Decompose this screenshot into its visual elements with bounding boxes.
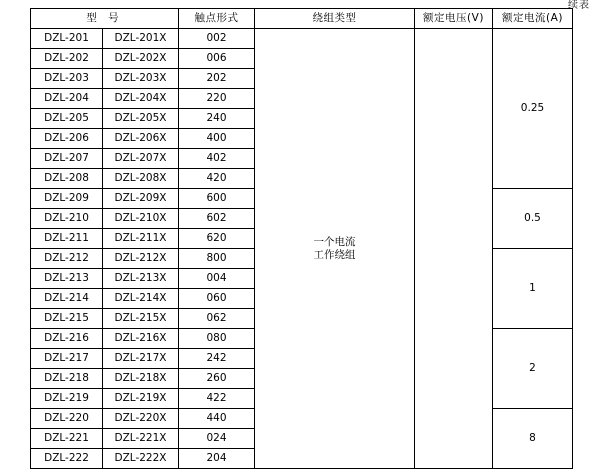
cell-model-b: DZL-222X — [103, 449, 179, 469]
cell-model-b: DZL-207X — [103, 149, 179, 169]
table-body — [31, 29, 573, 469]
cell-model-a: DZL-220 — [31, 409, 103, 429]
cell-model-b: DZL-213X — [103, 269, 179, 289]
cell-model-b: DZL-205X — [103, 109, 179, 129]
column-header-contact: 触点形式 — [179, 9, 255, 29]
cell-contact-form: 004 — [179, 269, 255, 289]
cell-model-a: DZL-210 — [31, 209, 103, 229]
column-header-winding: 绕组类型 — [255, 9, 415, 29]
cell-contact-form: 006 — [179, 49, 255, 69]
cell-model-a: DZL-207 — [31, 149, 103, 169]
cell-model-b: DZL-219X — [103, 389, 179, 409]
cell-contact-form: 440 — [179, 409, 255, 429]
cell-model-a: DZL-205 — [31, 109, 103, 129]
cell-model-a: DZL-212 — [31, 249, 103, 269]
cell-contact-form: 602 — [179, 209, 255, 229]
column-header-current: 额定电流(A) — [493, 9, 573, 29]
cell-rated-current: 2 — [493, 329, 573, 409]
cell-model-b: DZL-214X — [103, 289, 179, 309]
cell-rated-current: 0.25 — [493, 29, 573, 189]
column-header-voltage: 额定电压(V) — [415, 9, 493, 29]
cell-contact-form: 260 — [179, 369, 255, 389]
cell-model-a: DZL-201 — [31, 29, 103, 49]
cell-contact-form: 060 — [179, 289, 255, 309]
cell-model-b: DZL-218X — [103, 369, 179, 389]
cell-model-b: DZL-220X — [103, 409, 179, 429]
cell-rated-current: 1 — [493, 249, 573, 329]
winding-line-2: 工作绕组 — [313, 248, 356, 261]
cell-model-a: DZL-214 — [31, 289, 103, 309]
cell-rated-current: 0.5 — [493, 189, 573, 249]
cell-contact-form: 420 — [179, 169, 255, 189]
cell-contact-form: 202 — [179, 69, 255, 89]
cell-model-b: DZL-212X — [103, 249, 179, 269]
cell-model-a: DZL-203 — [31, 69, 103, 89]
cell-contact-form: 242 — [179, 349, 255, 369]
table-row — [31, 29, 573, 49]
table-header — [31, 9, 573, 29]
cell-model-b: DZL-203X — [103, 69, 179, 89]
cell-model-b: DZL-216X — [103, 329, 179, 349]
cell-model-b: DZL-209X — [103, 189, 179, 209]
cell-contact-form: 600 — [179, 189, 255, 209]
cell-contact-form: 240 — [179, 109, 255, 129]
cell-model-a: DZL-209 — [31, 189, 103, 209]
cell-model-b: DZL-217X — [103, 349, 179, 369]
cell-model-b: DZL-215X — [103, 309, 179, 329]
cell-model-a: DZL-215 — [31, 309, 103, 329]
table-header-row — [31, 9, 573, 29]
cell-contact-form: 062 — [179, 309, 255, 329]
cell-model-b: DZL-206X — [103, 129, 179, 149]
cell-model-a: DZL-211 — [31, 229, 103, 249]
cell-model-a: DZL-213 — [31, 269, 103, 289]
cell-model-a: DZL-208 — [31, 169, 103, 189]
cell-model-b: DZL-204X — [103, 89, 179, 109]
cell-model-a: DZL-204 — [31, 89, 103, 109]
column-header-model: 型 号 — [31, 9, 179, 29]
cell-contact-form: 080 — [179, 329, 255, 349]
cell-contact-form: 422 — [179, 389, 255, 409]
cell-model-a: DZL-202 — [31, 49, 103, 69]
cell-model-b: DZL-208X — [103, 169, 179, 189]
cell-contact-form: 204 — [179, 449, 255, 469]
cell-contact-form: 800 — [179, 249, 255, 269]
cell-contact-form: 220 — [179, 89, 255, 109]
cell-model-a: DZL-216 — [31, 329, 103, 349]
cell-model-a: DZL-222 — [31, 449, 103, 469]
cell-model-a: DZL-219 — [31, 389, 103, 409]
cell-model-b: DZL-221X — [103, 429, 179, 449]
cell-winding-type — [255, 29, 415, 469]
cell-model-b: DZL-210X — [103, 209, 179, 229]
cell-contact-form: 400 — [179, 129, 255, 149]
winding-line-1: 一个电流 — [313, 235, 356, 248]
cell-contact-form: 002 — [179, 29, 255, 49]
cell-model-b: DZL-201X — [103, 29, 179, 49]
cell-contact-form: 620 — [179, 229, 255, 249]
continued-table-label: 续表 — [568, 0, 590, 11]
cell-rated-current: 8 — [493, 409, 573, 469]
cell-model-b: DZL-211X — [103, 229, 179, 249]
cell-model-a: DZL-217 — [31, 349, 103, 369]
cell-contact-form: 024 — [179, 429, 255, 449]
cell-model-a: DZL-221 — [31, 429, 103, 449]
cell-rated-voltage — [415, 29, 493, 469]
cell-model-b: DZL-202X — [103, 49, 179, 69]
cell-contact-form: 402 — [179, 149, 255, 169]
cell-model-a: DZL-206 — [31, 129, 103, 149]
cell-model-a: DZL-218 — [31, 369, 103, 389]
